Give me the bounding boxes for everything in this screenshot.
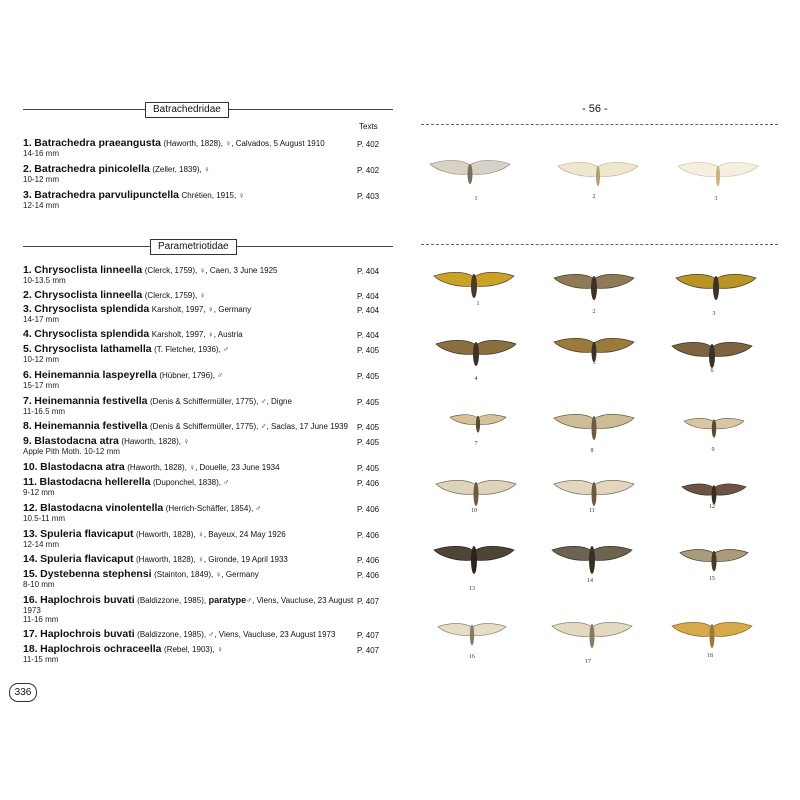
plate-label: 6 [710, 368, 714, 374]
plate-label: 18 [707, 653, 713, 659]
section-title-parametriotidae: Parametriotidae [150, 239, 237, 255]
moth-specimen [554, 338, 634, 362]
entry-number: 2. [23, 289, 32, 301]
species-name: Chrysoclista splendida [34, 303, 150, 315]
paratype-label: paratype [208, 595, 247, 605]
moth-specimen [554, 480, 634, 506]
plate-label: 12 [709, 504, 715, 510]
section-title-batrachedridae: Batrachedridae [145, 102, 229, 118]
species-name: Haplochrois buvati [40, 628, 135, 640]
moth-specimen [434, 272, 514, 298]
species-details: (Stainton, 1849), ♀, Germany [154, 570, 259, 579]
species-details: (Denis & Schiffermüller, 1775), ♂, Saclas, 17 June 1939 [150, 422, 348, 431]
page-reference: P. 404 [357, 331, 380, 340]
species-name: Blastodacna atra [34, 435, 119, 447]
wingspan: 9-12 mm [23, 488, 55, 497]
species-name: Chrysoclista splendida [34, 328, 150, 340]
entry-number: 13. [23, 528, 38, 540]
plate-label: 3 [714, 196, 718, 202]
entry-number: 1. [23, 137, 32, 149]
wingspan: Apple Pith Moth. 10-12 mm [23, 447, 120, 456]
wingspan: 10-12 mm [23, 355, 60, 364]
plate-label: 2 [592, 309, 596, 315]
species-name: Dystebenna stephensi [40, 568, 152, 580]
wingspan: 11-16 mm [23, 615, 59, 624]
moth-specimen [436, 480, 516, 506]
wingspan: 10.5-11 mm [23, 514, 66, 523]
entry-number: 16. [23, 594, 38, 606]
species-name: Batrachedra pinicolella [34, 163, 150, 175]
species-details: Chrétien, 1915, ♀ [181, 191, 245, 200]
entry-number: 14. [23, 553, 38, 565]
page-reference: P. 404 [357, 306, 380, 315]
species-details: (Baldizzone, 1985), ♂, Viens, Vaucluse, 23 August 1973 [137, 630, 336, 639]
page-reference: P. 406 [357, 571, 380, 580]
species-name: Batrachedra parvulipunctella [34, 189, 179, 201]
page-reference: P. 406 [357, 556, 380, 565]
plate-label: 13 [469, 586, 475, 592]
moth-specimen [678, 162, 758, 186]
entry-number: 11. [23, 476, 38, 488]
moth-specimen [552, 546, 632, 574]
page-reference: P. 406 [357, 479, 380, 488]
species-details: (Haworth, 1828), ♀ [121, 437, 190, 446]
wingspan: 14-16 mm [23, 149, 60, 158]
entry-number: 3. [23, 303, 32, 315]
entry-number: 2. [23, 163, 32, 175]
page-reference: P. 407 [357, 597, 380, 606]
wingspan: 11-15 mm [23, 655, 59, 664]
entry-number: 9. [23, 435, 32, 447]
page-reference: P. 407 [357, 646, 380, 655]
page-reference: P. 403 [357, 192, 380, 201]
moth-specimen [554, 414, 634, 440]
wingspan: 12-14 mm [23, 201, 60, 210]
species-name: Haplochrois ochraceella [40, 643, 162, 655]
species-name: Blastodacna hellerella [39, 476, 151, 488]
species-details: Karsholt, 1997, ♀, Austria [151, 330, 243, 339]
plate-label: 11 [589, 508, 595, 514]
entry-number: 8. [23, 420, 32, 432]
moth-specimen [680, 550, 748, 572]
moth-specimen [430, 160, 510, 184]
wingspan: 10-12 mm [23, 175, 60, 184]
species-details: (Duponchel, 1838), ♂ [152, 478, 230, 487]
texts-column-header: Texts [359, 122, 378, 131]
species-name: Chrysoclista linneella [34, 264, 143, 276]
plate-label: 5 [592, 360, 596, 366]
moth-specimen [436, 340, 516, 366]
plate-label: 2 [592, 194, 596, 200]
page-reference: P. 404 [357, 292, 380, 301]
entry-number: 10. [23, 461, 38, 473]
plate-label: 1 [474, 196, 478, 202]
species-details: (Clerck, 1759), ♀ [144, 291, 206, 300]
moth-specimen [684, 418, 744, 437]
moth-specimen [672, 342, 752, 368]
page-reference: P. 406 [357, 505, 380, 514]
plate-label: 8 [590, 448, 594, 454]
entry-number: 6. [23, 369, 32, 381]
species-name: Chrysoclista linneella [34, 289, 143, 301]
plate-label: 9 [711, 447, 715, 453]
species-details: (Haworth, 1828), ♀, Calvados, 5 August 1910 [163, 139, 325, 148]
species-name: Spuleria flavicaput [40, 553, 134, 565]
plate-label: 3 [712, 311, 716, 317]
plate-label: 4 [474, 376, 478, 382]
entry-number: 17. [23, 628, 38, 640]
moth-specimen [676, 274, 756, 300]
page-reference: P. 406 [357, 531, 380, 540]
species-details: (T. Fletcher, 1936), ♂ [154, 345, 230, 354]
plate-label: 14 [587, 578, 593, 584]
species-details: (Denis & Schiffermüller, 1775), ♂, Digne [150, 397, 292, 406]
page-number: 336 [9, 683, 37, 702]
species-details: (Hübner, 1796), ♂ [159, 371, 224, 380]
species-name: Heinemannia laspeyrella [34, 369, 157, 381]
moth-specimen [438, 624, 506, 646]
plate-label: 15 [709, 576, 715, 582]
plate-label: 1 [476, 301, 480, 307]
moth-specimen [434, 546, 514, 574]
plate-label: 16 [469, 654, 475, 660]
moth-specimen [672, 622, 752, 648]
wingspan: 14-17 mm [23, 315, 60, 324]
page-reference: P. 405 [357, 438, 380, 447]
species-name: Chrysoclista lathamella [34, 343, 152, 355]
species-name: Haplochrois buvati [40, 594, 135, 606]
species-name: Heinemannia festivella [34, 420, 148, 432]
moth-specimen [558, 162, 638, 186]
entry-number: 12. [23, 502, 38, 514]
entry-number: 1. [23, 264, 32, 276]
species-details: (Haworth, 1828), ♀, Bayeux, 24 May 1926 [136, 530, 286, 539]
species-name: Heinemannia festivella [34, 395, 148, 407]
page-reference: P. 407 [357, 631, 380, 640]
wingspan: 11-16.5 mm [23, 407, 66, 416]
entry-number: 7. [23, 395, 32, 407]
species-details: (Herrich-Schäffer, 1854), ♂ [165, 504, 262, 513]
species-name: Blastodacna atra [40, 461, 125, 473]
species-details: (Baldizzone, 1985), [137, 596, 207, 605]
wingspan: 15-17 mm [23, 381, 60, 390]
entry-number: 5. [23, 343, 32, 355]
entry-number: 4. [23, 328, 32, 340]
plate-label: 7 [474, 441, 478, 447]
page-reference: P. 405 [357, 423, 380, 432]
page-reference: P. 405 [357, 346, 380, 355]
entry-number: 3. [23, 189, 32, 201]
page-reference: P. 404 [357, 267, 380, 276]
species-details: Karsholt, 1997, ♀, Germany [151, 305, 252, 314]
moth-specimen [554, 274, 634, 300]
page-reference: P. 405 [357, 464, 380, 473]
species-details: (Haworth, 1828), ♀, Douelle, 23 June 1934 [127, 463, 280, 472]
plate-number: - 56 - [582, 103, 608, 115]
entry-number: 15. [23, 568, 38, 580]
wingspan: 10-13.5 mm [23, 276, 66, 285]
moth-specimen [682, 484, 746, 505]
plate-label: 10 [471, 508, 477, 514]
species-details-continued: ♂, Viens, Vaucluse, 23 August [246, 596, 354, 605]
species-details: (Rebel, 1903), ♀ [164, 645, 223, 654]
collection-year: 1973 [23, 606, 41, 615]
moth-specimen [552, 622, 632, 648]
species-name: Batrachedra praeangusta [34, 137, 161, 149]
species-name: Spuleria flavicaput [40, 528, 134, 540]
wingspan: 12-14 mm [23, 540, 60, 549]
plate-label: 17 [585, 659, 591, 665]
entry-number: 18. [23, 643, 38, 655]
page-reference: P. 402 [357, 140, 380, 149]
page-reference: P. 402 [357, 166, 380, 175]
species-details: (Haworth, 1828), ♀, Gironde, 19 April 1933 [136, 555, 288, 564]
species-details: (Zeller, 1839), ♀ [152, 165, 210, 174]
species-details: (Clerck, 1759), ♀, Caen, 3 June 1925 [144, 266, 278, 275]
page-reference: P. 405 [357, 398, 380, 407]
wingspan: 8-10 mm [23, 580, 55, 589]
species-name: Blastodacna vinolentella [40, 502, 164, 514]
moth-specimen [450, 415, 506, 433]
page-reference: P. 405 [357, 372, 380, 381]
